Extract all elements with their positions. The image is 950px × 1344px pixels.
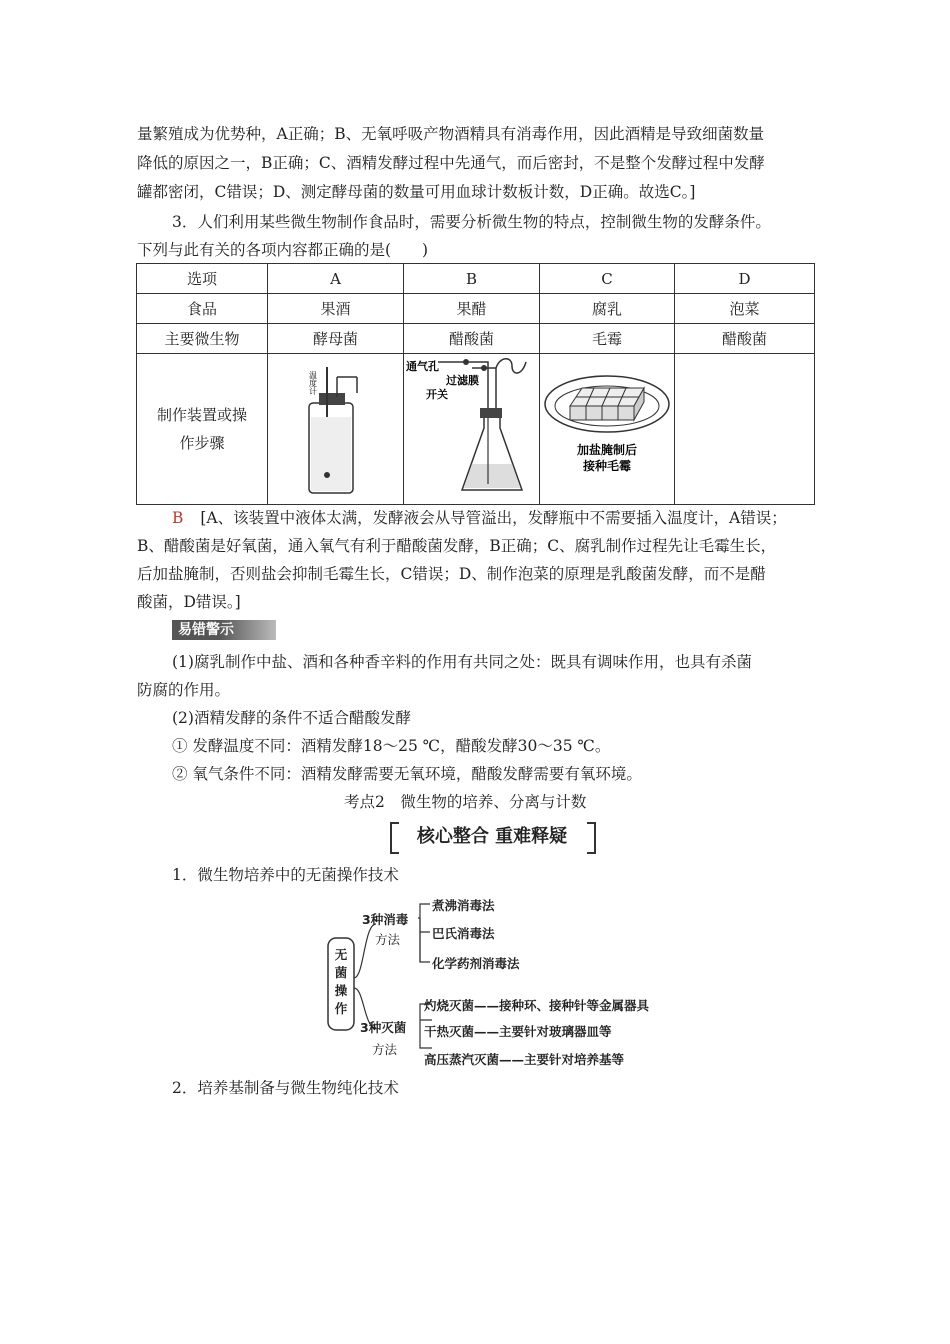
branch1-line2: 方法 [375, 932, 401, 947]
para1-line2: 降低的原因之一，B正确；C、酒精发酵过程中先通气，而后密封，不是整个发酵过程中发酵 [137, 154, 765, 172]
warning-badge: 易错警示 [172, 620, 276, 640]
switch-label: 开关 [426, 388, 449, 401]
vent-label: 通气孔 [406, 360, 440, 373]
table-cell [137, 354, 268, 505]
table-cell: 果醋 [404, 294, 540, 324]
table-cell [268, 354, 404, 505]
answer-letter: B [172, 509, 184, 527]
tofu-plate-illustration [540, 354, 674, 500]
banner-bracket-right [587, 822, 596, 854]
item2: 2．培养基制备与微生物纯化技术 [172, 1079, 399, 1097]
table-cell: 毛霉 [539, 324, 674, 354]
table-cell: 酵母菌 [268, 324, 404, 354]
section-banner: 核心整合 重难释疑 [416, 826, 568, 847]
disinfect-item-2: 巴氏消毒法 [432, 926, 495, 941]
para1-line3: 罐都密闭，C错误；D、测定酵母菌的数量可用血球计数板计数，D正确。故选C。] [137, 183, 696, 201]
table-cell: 食品 [137, 294, 268, 324]
device-label-line2: 作步骤 [179, 434, 225, 452]
wine-bottle-illustration [271, 357, 401, 497]
table-cell: 醋酸菌 [674, 324, 814, 354]
table-row [137, 354, 815, 505]
sterilization-diagram [320, 888, 670, 1068]
table-cell: 醋酸菌 [404, 324, 540, 354]
answer-line3: 后加盐腌制，否则盐会抑制毛霉生长，C错误；D、制作泡菜的原理是乳酸菌发酵，而不是醋 [137, 565, 766, 583]
table-cell: 主要微生物 [137, 324, 268, 354]
table-cell: 果酒 [268, 294, 404, 324]
options-table [136, 263, 815, 505]
section-title: 考点2 微生物的培养、分离与计数 [344, 793, 587, 811]
answer-line1: [A、该装置中液体太满，发酵液会从导管溢出，发酵瓶中不需要插入温度计，A错误； [200, 509, 787, 527]
tofu-caption-line2: 接种毛霉 [582, 459, 631, 473]
table-cell: D [674, 264, 814, 294]
branch2-line2: 方法 [372, 1042, 398, 1057]
table-cell [404, 354, 540, 505]
table-cell [674, 354, 814, 505]
q3-line1: 3．人们利用某些微生物制作食品时，需要分析微生物的特点，控制微生物的发酵条件。 [172, 213, 771, 231]
warning-p4: ② 氧气条件不同：酒精发酵需要无氧环境，醋酸发酵需要有氧环境。 [172, 765, 642, 783]
table-cell: 泡菜 [674, 294, 814, 324]
q3-line2: 下列与此有关的各项内容都正确的是( ) [137, 241, 429, 259]
sterilize-item-3: 高压蒸汽灭菌——主要针对培养基等 [424, 1052, 625, 1067]
vinegar-flask-illustration [404, 354, 538, 500]
warning-p1-line1: (1)腐乳制作中盐、酒和各种香辛料的作用有共同之处：既具有调味作用，也具有杀菌 [172, 653, 752, 671]
table-cell: A [268, 264, 404, 294]
table-cell: 选项 [137, 264, 268, 294]
warning-p2: (2)酒精发酵的条件不适合醋酸发酵 [172, 709, 411, 727]
table-row [137, 294, 815, 324]
para1-line1: 量繁殖成为优势种，A正确；B、无氧呼吸产物酒精具有消毒作用，因此酒精是导致细菌数量 [137, 125, 765, 143]
table-cell: 腐乳 [539, 294, 674, 324]
sterilize-item-2: 干热灭菌——主要针对玻璃器皿等 [424, 1024, 612, 1039]
warning-p1-line2: 防腐的作用。 [137, 681, 231, 699]
warning-p3: ① 发酵温度不同：酒精发酵18～25 ℃，醋酸发酵30～35 ℃。 [172, 737, 611, 755]
table-cell: C [539, 264, 674, 294]
sterilize-item-1: 灼烧灭菌——接种环、接种针等金属器具 [424, 998, 650, 1013]
diagram-root: 无菌操作 [334, 947, 348, 1016]
disinfect-item-1: 煮沸消毒法 [432, 898, 495, 913]
device-label-line1: 制作装置或操 [157, 406, 248, 424]
filter-label: 过滤膜 [446, 374, 480, 387]
table-cell [539, 354, 674, 505]
answer-line4: 酸菌，D错误。] [137, 593, 241, 611]
branch2-line1: 3种灭菌 [360, 1020, 407, 1035]
table-row [137, 264, 815, 294]
thermometer-label: 温度计 [308, 371, 318, 395]
tofu-caption-line1: 加盐腌制后 [576, 443, 637, 457]
item1: 1．微生物培养中的无菌操作技术 [172, 866, 399, 884]
answer-line2: B、醋酸菌是好氧菌，通入氧气有利于醋酸菌发酵，B正确；C、腐乳制作过程先让毛霉生长， [137, 537, 777, 555]
branch1-line1: 3种消毒 [362, 912, 409, 927]
table-row [137, 324, 815, 354]
disinfect-item-3: 化学药剂消毒法 [432, 956, 520, 971]
table-cell: B [404, 264, 540, 294]
